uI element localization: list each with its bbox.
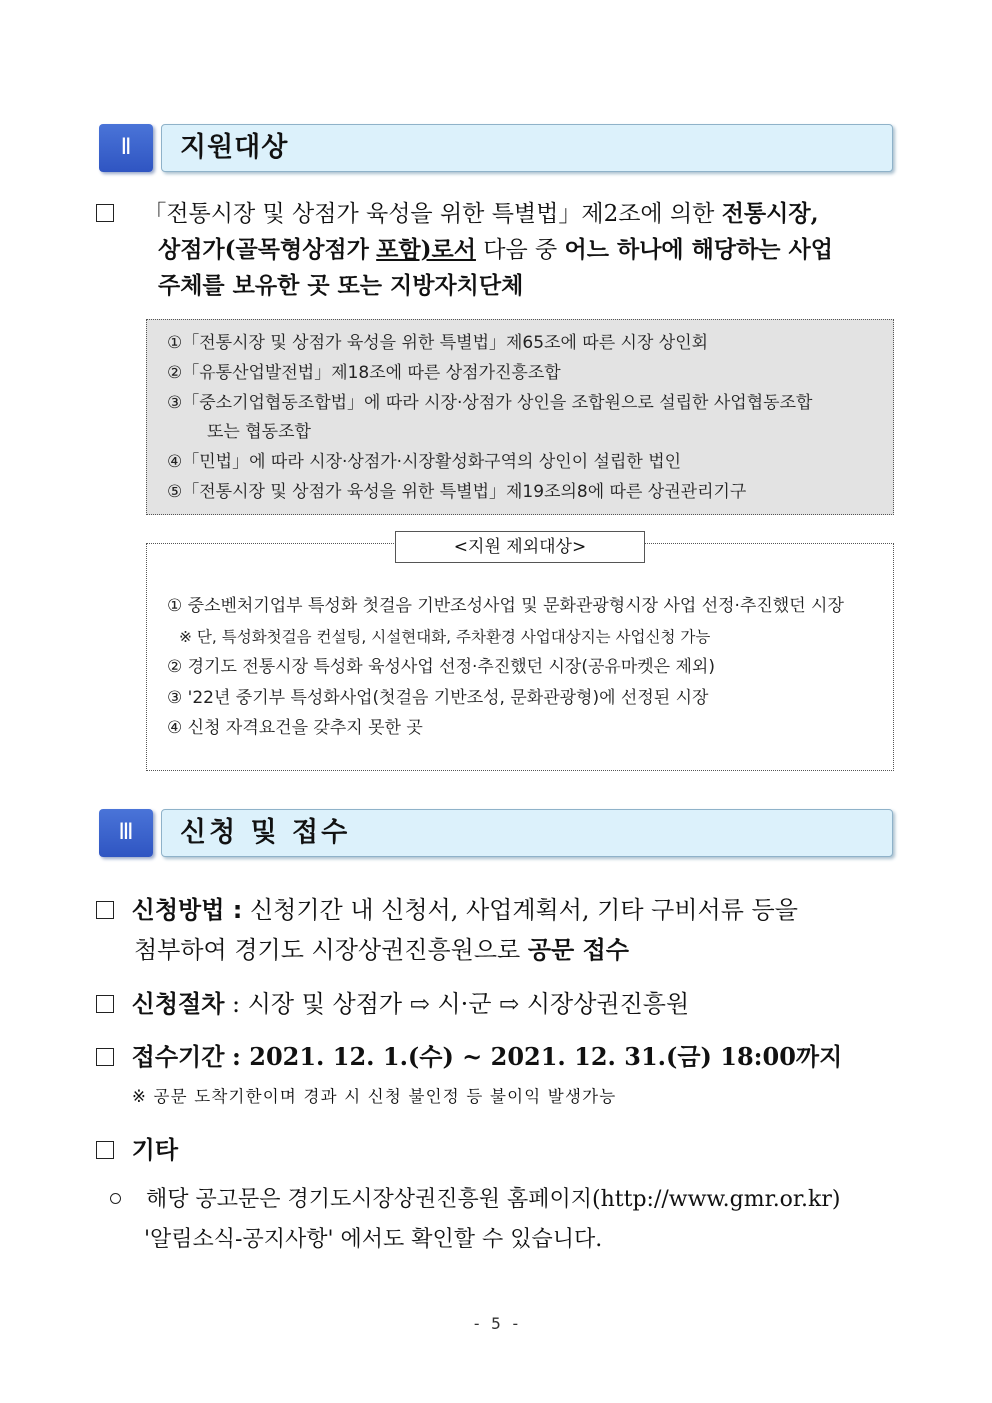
- etc-line-1: 해당 공고문은 경기도시장상권진흥원 홈페이지(http://www.gmr.or.kr): [146, 1187, 841, 1212]
- intro-line1-b: 전통시장,: [721, 200, 819, 227]
- section-3-number: Ⅲ: [99, 809, 153, 857]
- section-3-header: [99, 809, 893, 857]
- application-procedure: [96, 984, 896, 1024]
- eligibility-list-box: [146, 319, 894, 515]
- eligibility-item-4: ④「민법」에 따라 시장·상점가·시장활성화구역의 상인이 설립한 법인: [167, 452, 682, 472]
- method-text-1: 신청기간 내 신청서, 사업계획서, 기타 구비서류 등을: [249, 896, 798, 924]
- exclusion-item-2: ② 경기도 전통시장 특성화 육성사업 선정·추진했던 시장(공유마켓은 제외): [167, 657, 715, 677]
- etc-heading: [96, 1130, 178, 1170]
- period-note: ※ 공문 도착기한이며 경과 시 신청 불인정 등 불이익 발생가능: [132, 1087, 617, 1106]
- exclusion-title: <지원 제외대상>: [395, 531, 645, 563]
- intro-line2-b: 포함)로서: [376, 236, 476, 263]
- checkbox-bullet-icon: [96, 995, 114, 1013]
- procedure-label: 신청절차: [131, 990, 225, 1018]
- circle-bullet-icon: [110, 1193, 121, 1204]
- checkbox-bullet-icon: [96, 1141, 114, 1159]
- period-label: 접수기간: [131, 1043, 225, 1071]
- eligibility-item-3: ③「중소기업협동조합법」에 따라 시장·상점가 상인을 조합원으로 설립한 사업협동조합: [167, 393, 813, 413]
- eligibility-item-3-cont: 또는 협동조합: [207, 422, 311, 442]
- exclusion-box: [146, 537, 894, 771]
- intro-line2-c: 다음 중: [483, 237, 558, 263]
- intro-line2-a: 상점가(골목형상점가: [158, 236, 369, 263]
- section-2-number: Ⅱ: [99, 124, 153, 172]
- section-3-title: 신청 및 접수: [180, 817, 351, 848]
- application-method: [96, 890, 896, 970]
- etc-label: 기타: [131, 1136, 179, 1164]
- period-text: : 2021. 12. 1.(수) ~ 2021. 12. 31.(금) 18:00까지: [232, 1042, 843, 1071]
- exclusion-item-1: ① 중소벤처기업부 특성화 첫걸음 기반조성사업 및 문화관광형시장 사업 선정·추진했던 시장: [167, 596, 844, 616]
- checkbox-bullet-icon: [96, 901, 114, 919]
- method-label: 신청방법 :: [131, 896, 243, 924]
- exclusion-item-3: ③ '22년 중기부 특성화사업(첫걸음 기반조성, 문화관광형)에 선정된 시장: [167, 688, 709, 708]
- section-2-title-box: [161, 124, 893, 172]
- eligibility-intro: [96, 196, 896, 304]
- etc-line-2: '알림소식-공지사항' 에서도 확인할 수 있습니다.: [144, 1227, 603, 1252]
- checkbox-bullet-icon: [96, 204, 114, 222]
- method-text-2b: 공문 접수: [527, 935, 629, 964]
- procedure-text: : 시장 및 상점가 ⇨ 시·군 ⇨ 시장상권진흥원: [232, 990, 690, 1018]
- intro-line3: 주체를 보유한 곳 또는 지방자치단체: [158, 272, 524, 299]
- eligibility-item-1: ①「전통시장 및 상점가 육성을 위한 특별법」제65조에 따른 시장 상인회: [167, 333, 709, 353]
- checkbox-bullet-icon: [96, 1048, 114, 1066]
- exclusion-item-4: ④ 신청 자격요건을 갖추지 못한 곳: [167, 718, 423, 738]
- eligibility-item-5: ⑤「전통시장 및 상점가 육성을 위한 특별법」제19조의8에 따른 상권관리기구: [167, 482, 747, 502]
- page-number: - 5 -: [471, 1314, 521, 1333]
- section-3-title-box: [161, 809, 893, 857]
- section-2-title: 지원대상: [180, 132, 289, 163]
- etc-body: [110, 1180, 900, 1260]
- exclusion-note: ※ 단, 특성화첫걸음 컨설팅, 시설현대화, 주차환경 사업대상지는 사업신청 가능: [179, 628, 711, 646]
- intro-line2-d: 어느 하나에 해당하는 사업: [564, 236, 833, 263]
- eligibility-item-2: ②「유통산업발전법」제18조에 따른 상점가진흥조합: [167, 363, 561, 383]
- intro-line1-a: 「전통시장 및 상점가 육성을 위한 특별법」제2조에 의한: [143, 201, 715, 227]
- method-text-2a: 첨부하여 경기도 시장상권진흥원으로: [134, 936, 521, 964]
- application-period: [96, 1037, 896, 1077]
- section-2-header: [99, 124, 893, 172]
